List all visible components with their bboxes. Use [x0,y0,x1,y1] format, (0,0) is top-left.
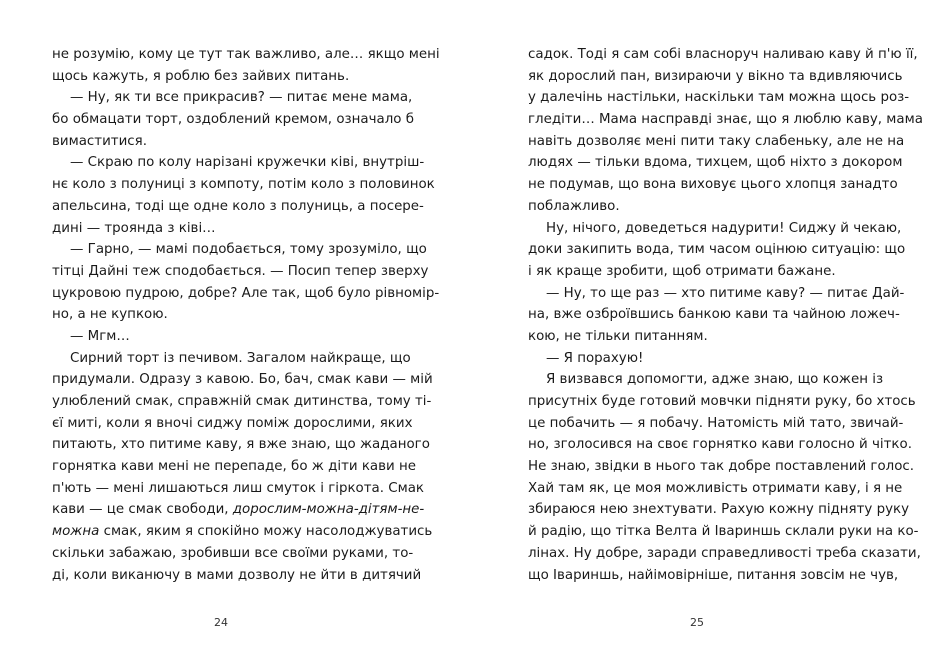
text-line: гледіти… Мама насправді знає, що я люблю каву, мама [528,112,923,128]
text-line [52,499,425,521]
text-line: й радію, що тітка Велта й Івариншь склали руки на ко- [528,524,919,540]
text-line: но, зголосився на своє горнятко кави голосно й чітко. [528,437,912,453]
text-line: — Ну, як ти все прикрасив? — питає мене мама, [70,90,413,106]
text-line: цукровою пудрою, добре? Але так, щоб було рівномір- [52,285,440,301]
text-line: єї миті, коли я вночі сиджу поміж дорослими, яких [52,415,413,431]
text-line: но, а не купкою. [52,307,168,323]
emphasized-text: можна [52,524,100,540]
text-line: апельсина, тоді ще одне коло з полуниць, а посере- [52,198,424,214]
text-line: — Скраю по колу нарізані кружечки ківі, внутріш- [70,155,425,171]
text-fragment: смак, яким я спокійно можу насолоджуватись [99,524,433,540]
text-line: Сирний торт із печивом. Загалом найкраще, що [70,350,411,366]
text-line [52,521,433,543]
text-line: збираюся нею знехтувати. Рахую кожну підняту руку [528,502,910,518]
text-line: Не знаю, звідки в нього так добре поставлений голос. [528,459,915,475]
text-line: присутніх буде готовий мовчки підняти руку, бо хтось [528,394,916,409]
right-page [528,44,923,586]
text-line: у далечінь настільки, наскільки там можна щось роз- [528,90,910,106]
text-line: лінах. Ну добре, заради справедливості треба сказати, [528,545,921,561]
text-fragment: кави — це смак свободи, [52,502,233,518]
text-line: — Ну, то ще раз — хто питиме каву? — питає Дай- [546,285,905,301]
emphasized-text: дорослим-можна-дітям-не- [232,502,425,518]
text-line: Я визвався допомогти, адже знаю, що кожен із [546,372,884,388]
text-line: що Івариншь, найімовірніше, питання зовсім не чув, [528,567,899,583]
text-line: скільки забажаю, зробивши все своїми руками, то- [52,545,414,561]
text-line: не розумію, кому це тут так важливо, але… якщо мені [52,47,440,62]
text-line: дині — троянда з ківі… [52,220,216,236]
text-line: тітці Дайні теж сподобається. — Посип тепер зверху [52,263,429,279]
text-line: щось кажуть, я роблю без зайвих питань. [52,68,350,84]
text-line: на, вже озброївшись банкою кави та чайною ложеч- [528,307,900,323]
text-line: — Мгм… [70,328,130,344]
text-line: питають, хто питиме каву, я вже знаю, що жаданого [52,437,430,453]
text-line: горнятка кави мені не перепаде, бо ж діти кави не [52,459,416,475]
text-line: людях — тільки вдома, тихцем, щоб ніхто з докором [528,155,903,171]
right-page-number: 25 [690,616,704,629]
text-line: нє коло з полуниці з компоту, потім коло з половинок [52,177,435,193]
text-line: це побачить — я побачу. Натомість мій тато, звичай- [528,415,904,431]
text-line: садок. Тоді я сам собі власноруч наливаю каву й п'ю її, [528,47,918,62]
text-line: Ну, нічого, доведеться надурити! Сиджу й чекаю, [546,220,902,236]
text-line: не подумав, що вона виховує цього хлопця занадто [528,177,898,193]
text-line: і як краще зробити, щоб отримати бажане. [528,263,836,279]
text-line: придумали. Одразу з кавою. Бо, бач, смак кави — мій [52,372,433,388]
text-line: доки закипить вода, тим часом оцінюю ситуацію: що [528,242,906,258]
text-line: як дорослий пан, визираючи у вікно та вдивляючись [528,68,903,84]
text-line: навіть дозволяє мені пити таку слабеньку, але не на [528,133,905,149]
text-line: вимаститися. [52,133,147,149]
text-line: ді, коли виканючу в мами дозволу не йти в дитячий [52,567,422,583]
text-line: кою, не тільки питанням. [528,328,708,344]
text-line: поблажливо. [528,198,620,214]
text-line: п'ють — мені лишаються лиш смуток і гіркота. Смак [52,480,425,496]
text-line: — Гарно, — мамі подобається, тому зрозуміло, що [70,242,427,258]
text-line: — Я порахую! [546,350,644,366]
left-page-number: 24 [214,616,228,629]
text-line: улюблений смак, справжній смак дитинства, тому ті- [52,394,432,409]
text-line: бо обмацати торт, оздоблений кремом, означало б [52,112,414,128]
left-page [52,44,440,586]
text-line: Хай там як, це моя можливість отримати каву, і я не [528,480,903,496]
